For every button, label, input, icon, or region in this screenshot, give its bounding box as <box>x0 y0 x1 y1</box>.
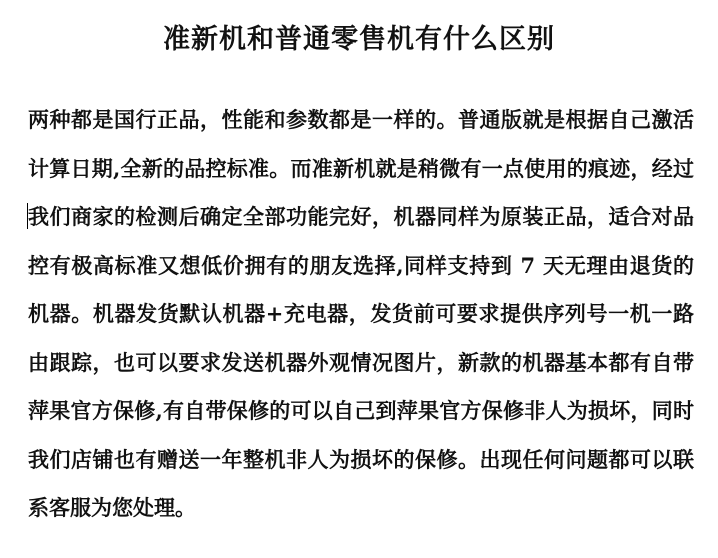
document-body-paragraph: 两种都是国行正品，性能和参数都是一样的。普通版就是根据自己激活计算日期,全新的品控标准。而准新机就是稍微有一点使用的痕迹，经过我们商家的检测后确定全部功能完好，机器同样为原装正品，适合对品控有极高标准又想低价拥有的朋友选择,同样支持到 7 天无理由退货的机器。机器发货默认机器+充电器，发货前可要求提供序列号一机一路由跟踪，也可以要求发送机器外观情况图片，新款的机器基本都有自带萍果官方保修,有自带保修的可以自己到萍果官方保修非人为损坏，同时我们店铺也有赠送一年整机非人为损坏的保修。出现任何问题都可以联系客服为您处理。 <box>28 107 694 520</box>
document-title: 准新机和普通零售机有什么区别 <box>163 24 555 55</box>
text-cursor <box>27 203 28 229</box>
